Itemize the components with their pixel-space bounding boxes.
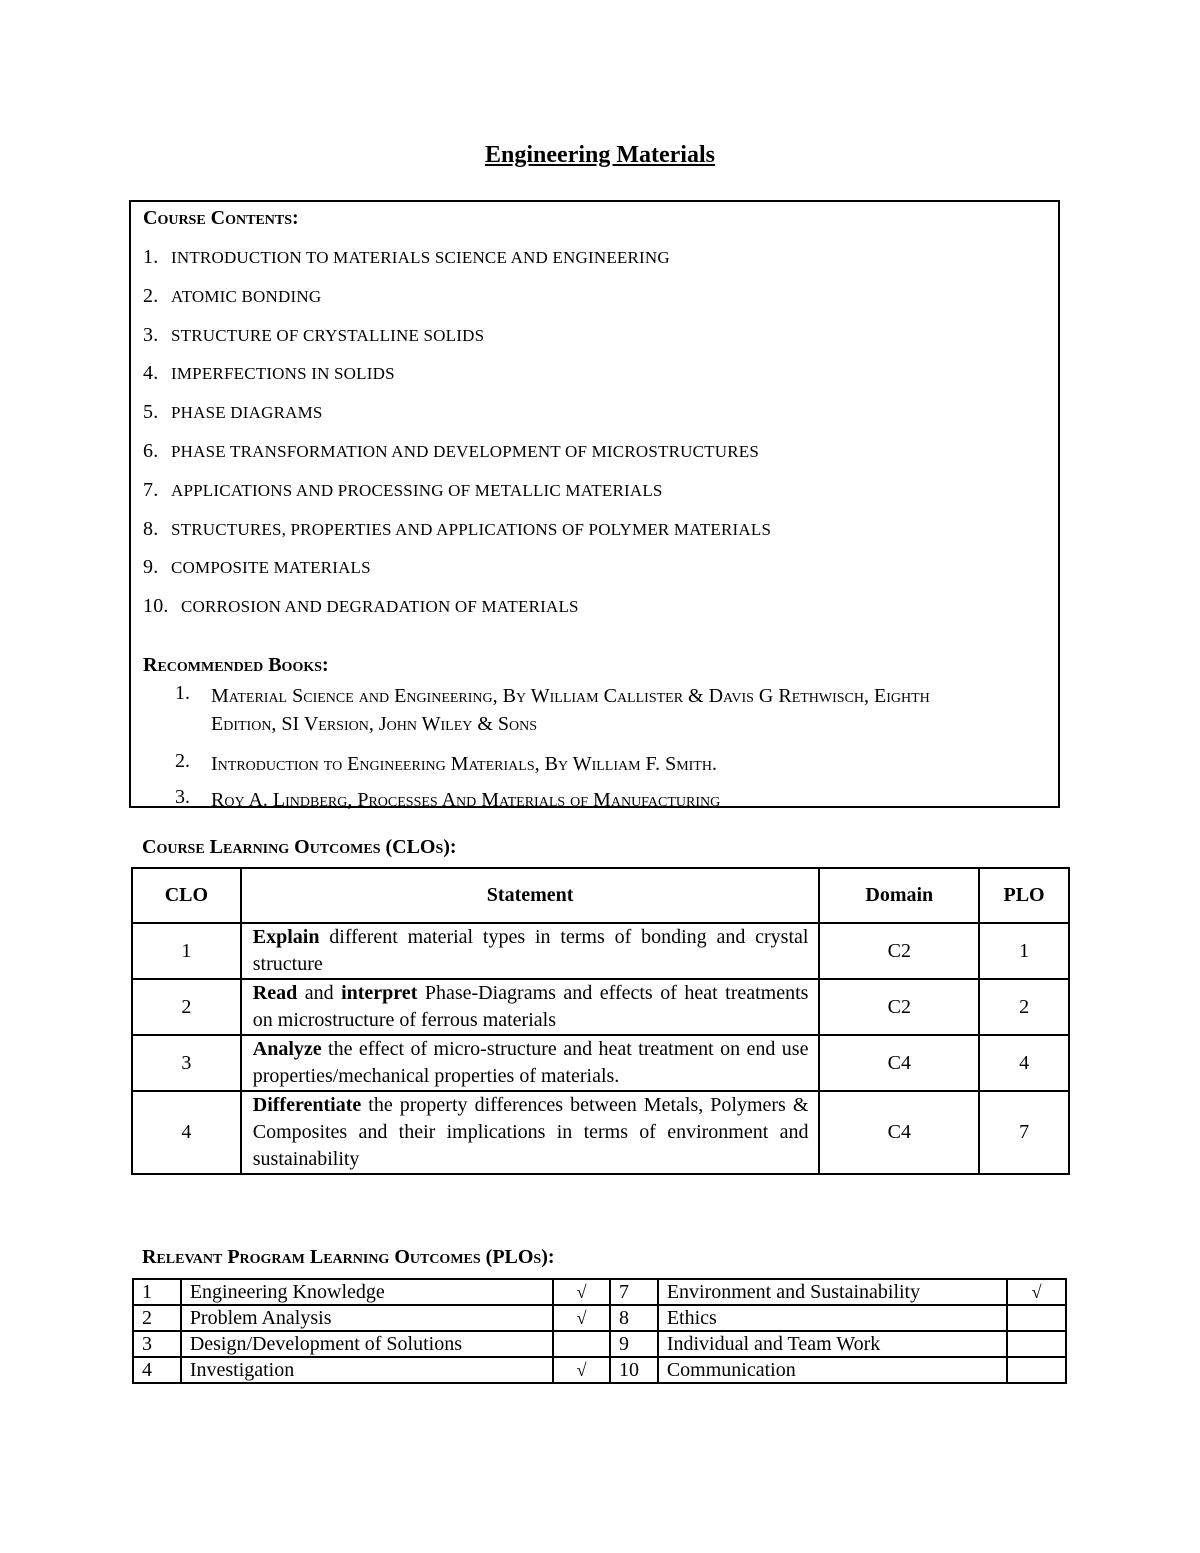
item-number: 8.: [143, 517, 159, 540]
item-text: STRUCTURE OF CRYSTALLINE SOLIDS: [171, 325, 485, 345]
list-item: [143, 556, 771, 595]
clo-plo: 2: [979, 979, 1069, 1035]
clo-domain: C4: [819, 1091, 979, 1174]
clo-table: [131, 867, 1070, 1175]
statement-text: different material types in terms of bonding and crystal structure: [252, 926, 809, 975]
clo-plo: 1: [979, 923, 1069, 979]
item-text: CORROSION AND DEGRADATION OF MATERIALS: [181, 597, 579, 617]
recommended-books-list: [175, 682, 971, 816]
list-item: [143, 401, 771, 440]
clo-heading: Course Learning Outcomes (CLOs):: [142, 836, 457, 858]
plo-number: 1: [133, 1279, 181, 1305]
plo-number: 3: [133, 1331, 181, 1357]
plo-name: Investigation: [181, 1357, 553, 1383]
clo-number: 1: [132, 923, 241, 979]
plo-name: Environment and Sustainability: [658, 1279, 1007, 1305]
plo-number: 9: [610, 1331, 658, 1357]
check-icon: √: [553, 1357, 610, 1383]
clo-plo: 7: [979, 1091, 1069, 1174]
item-number: 1.: [143, 246, 159, 268]
statement-text: Phase-Diagrams and effects of heat treatments on microstructure of ferrous materials: [252, 982, 809, 1031]
list-item: [143, 479, 771, 518]
column-header-plo: PLO: [979, 868, 1069, 923]
table-row: [133, 1331, 1066, 1357]
clo-statement: [241, 1091, 820, 1174]
list-item: [143, 324, 771, 363]
item-text: INTRODUCTION TO MATERIALS SCIENCE AND ENGINEERING: [171, 248, 670, 267]
column-header-clo: CLO: [132, 868, 241, 923]
course-contents-list: [143, 246, 771, 634]
table-row: [132, 1091, 1069, 1174]
action-verb: Explain: [252, 926, 320, 948]
clo-statement: [241, 923, 820, 979]
item-number: 9.: [143, 556, 159, 579]
clo-number: 3: [132, 1035, 241, 1091]
check-icon: √: [1007, 1279, 1066, 1305]
list-item: [143, 246, 771, 285]
list-item: [143, 440, 771, 479]
item-number: 2.: [143, 284, 159, 307]
item-number: 3.: [143, 323, 159, 346]
page-title: Engineering Materials: [485, 142, 715, 168]
item-number: 4.: [143, 362, 159, 385]
action-verb: interpret: [341, 982, 418, 1004]
clo-statement: [241, 979, 820, 1035]
item-number: 10.: [143, 595, 169, 618]
statement-text: the property differences between Metals, Polymers & Composites and their implications in terms of environment and sustainability: [252, 1094, 809, 1170]
book-number: 3.: [175, 786, 190, 808]
book-text: Introduction to Engineering Materials, By William F. Smith.: [211, 753, 717, 775]
action-verb: Analyze: [252, 1038, 322, 1060]
clo-plo: 4: [979, 1035, 1069, 1091]
plo-name: Problem Analysis: [181, 1305, 553, 1331]
book-text: Roy A. Lindberg, Processes And Materials of Manufacturing: [211, 789, 721, 811]
list-item: [143, 595, 771, 634]
clo-domain: C2: [819, 923, 979, 979]
clo-number: 4: [132, 1091, 241, 1174]
statement-connector: and: [297, 982, 342, 1004]
list-item: [175, 786, 971, 816]
clo-domain: C2: [819, 979, 979, 1035]
table-row: [132, 979, 1069, 1035]
list-item: [143, 285, 771, 324]
list-item: [143, 362, 771, 401]
table-row: [133, 1279, 1066, 1305]
plo-number: 10: [610, 1357, 658, 1383]
check-cell: [1007, 1331, 1066, 1357]
item-text: STRUCTURES, PROPERTIES AND APPLICATIONS OF POLYMER MATERIALS: [171, 519, 772, 539]
plo-heading: Relevant Program Learning Outcomes (PLOs):: [142, 1246, 555, 1268]
list-item: [175, 682, 971, 750]
book-number: 2.: [175, 750, 190, 772]
table-header-row: [132, 868, 1069, 923]
item-number: 6.: [143, 439, 159, 462]
check-cell: [553, 1331, 610, 1357]
plo-name: Design/Development of Solutions: [181, 1331, 553, 1357]
table-row: [133, 1357, 1066, 1383]
check-icon: √: [553, 1279, 610, 1305]
item-text: IMPERFECTIONS IN SOLIDS: [171, 364, 395, 384]
item-text: PHASE DIAGRAMS: [171, 403, 323, 423]
plo-number: 2: [133, 1305, 181, 1331]
item-text: COMPOSITE MATERIALS: [171, 558, 371, 578]
book-number: 1.: [175, 682, 190, 704]
action-verb: Differentiate: [252, 1094, 362, 1116]
plo-name: Communication: [658, 1357, 1007, 1383]
clo-domain: C4: [819, 1035, 979, 1091]
course-contents-heading: Course Contents:: [143, 207, 299, 229]
clo-statement: [241, 1035, 820, 1091]
column-header-domain: Domain: [819, 868, 979, 923]
item-number: 5.: [143, 401, 159, 424]
item-number: 7.: [143, 478, 159, 501]
list-item: [143, 518, 771, 557]
column-header-statement: Statement: [241, 868, 820, 923]
list-item: [175, 750, 971, 786]
plo-name: Ethics: [658, 1305, 1007, 1331]
table-row: [132, 1035, 1069, 1091]
recommended-books-heading: Recommended Books:: [143, 654, 329, 676]
course-contents-box: [129, 200, 1060, 811]
table-row: [132, 923, 1069, 979]
plo-name: Individual and Team Work: [658, 1331, 1007, 1357]
item-text: ATOMIC BONDING: [171, 286, 322, 306]
plo-number: 8: [610, 1305, 658, 1331]
action-verb: Read: [252, 982, 298, 1004]
plo-number: 4: [133, 1357, 181, 1383]
plo-number: 7: [610, 1279, 658, 1305]
check-cell: [1007, 1357, 1066, 1383]
item-text: APPLICATIONS AND PROCESSING OF METALLIC MATERIALS: [171, 480, 663, 500]
statement-text: the effect of micro-structure and heat treatment on end use properties/mechanical properties of materials.: [252, 1038, 809, 1087]
book-text: Material Science and Engineering, By William Callister & Davis G Rethwisch, Eighth Edition, SI Version, John Wiley & Sons: [211, 685, 930, 735]
check-icon: √: [553, 1305, 610, 1331]
clo-number: 2: [132, 979, 241, 1035]
check-cell: [1007, 1305, 1066, 1331]
plo-name: Engineering Knowledge: [181, 1279, 553, 1305]
item-text: PHASE TRANSFORMATION AND DEVELOPMENT OF MICROSTRUCTURES: [171, 441, 759, 461]
plo-table: [132, 1278, 1067, 1384]
table-row: [133, 1305, 1066, 1331]
